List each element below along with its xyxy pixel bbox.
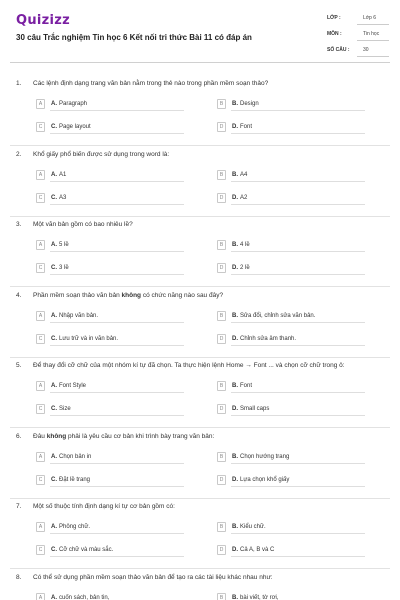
option-underline xyxy=(50,415,184,416)
option-underline xyxy=(231,486,365,487)
option-letter-label: C. xyxy=(51,265,57,271)
option-letter-box: C xyxy=(36,122,45,132)
option-underline xyxy=(50,110,184,111)
option-underline xyxy=(50,251,184,252)
option-letter-box: A xyxy=(36,99,45,109)
option-letter-label: D. xyxy=(232,124,238,130)
option-text: Chọn hướng trang xyxy=(240,453,290,460)
option-letter-box: B xyxy=(217,381,226,391)
answer-option[interactable] xyxy=(36,452,184,464)
answer-option[interactable] xyxy=(217,475,365,487)
option-underline xyxy=(231,251,365,252)
answer-option[interactable] xyxy=(36,522,184,534)
answer-option[interactable] xyxy=(36,170,184,182)
option-letter-label: C. xyxy=(51,194,57,201)
answer-option[interactable] xyxy=(36,334,184,346)
option-letter-box: B xyxy=(217,593,226,600)
question-text-part: Các lệnh định dạng trang văn bản nằm trong thẻ nào trong phần mềm soạn thảo? xyxy=(33,80,269,87)
option-letter-label: A. xyxy=(51,312,57,319)
option-underline xyxy=(231,110,365,111)
question-number: 8. xyxy=(16,573,22,581)
option-underline xyxy=(50,533,184,534)
option-text: Chọn bản in xyxy=(59,453,92,460)
meta-question-count-label: SỐ CÂU : xyxy=(327,47,350,53)
answer-option[interactable] xyxy=(36,122,184,134)
option-underline xyxy=(50,322,184,323)
option-letter-box: B xyxy=(217,522,226,532)
option-underline xyxy=(50,204,184,205)
answer-option[interactable] xyxy=(217,193,365,205)
question-text-part: có chức năng nào sau đây? xyxy=(141,291,224,299)
option-underline xyxy=(231,415,365,416)
meta-subject xyxy=(327,28,389,42)
option-letter-box: A xyxy=(36,522,45,532)
question-text xyxy=(33,80,268,87)
answer-option[interactable] xyxy=(217,240,365,252)
option-text: Sửa đổi, chỉnh sửa văn bản. xyxy=(240,312,316,319)
option-letter-box: D xyxy=(217,475,226,485)
option-underline xyxy=(231,133,365,134)
option-letter-label: A. xyxy=(51,594,57,600)
question-divider xyxy=(10,216,390,217)
option-letter-label: D. xyxy=(232,335,238,342)
answer-option[interactable] xyxy=(36,404,184,416)
question-item xyxy=(0,574,400,600)
option-letter-box: A xyxy=(36,593,45,600)
option-letter-label: B. xyxy=(232,242,238,248)
option-text: Nhập văn bản. xyxy=(59,312,99,319)
question-number: 1. xyxy=(16,80,22,87)
answer-option[interactable] xyxy=(217,381,365,393)
option-letter-label: B. xyxy=(232,383,238,389)
option-letter-label: D. xyxy=(232,265,238,271)
answer-option[interactable] xyxy=(36,545,184,557)
option-text: Kiểu chữ. xyxy=(240,524,266,530)
answer-option[interactable] xyxy=(36,475,184,487)
question-text xyxy=(33,221,133,228)
option-letter-box: B xyxy=(217,240,226,250)
option-letter-box: B xyxy=(217,99,226,109)
option-underline xyxy=(231,463,365,464)
option-letter-box: B xyxy=(217,170,226,180)
option-text: Font xyxy=(240,124,253,130)
option-letter-box: D xyxy=(217,334,226,344)
option-text: 3 lề xyxy=(59,265,69,271)
option-letter-label: A. xyxy=(51,101,57,107)
option-letter-box: B xyxy=(217,452,226,462)
question-text-part: Phần mềm soạn thảo văn bản xyxy=(33,291,122,299)
option-letter-label: D. xyxy=(232,406,238,412)
option-underline xyxy=(50,181,184,182)
meta-grade xyxy=(327,12,389,26)
answer-option[interactable] xyxy=(217,122,365,134)
option-letter-label: B. xyxy=(232,171,238,178)
option-letter-label: B. xyxy=(232,101,238,107)
option-underline xyxy=(50,345,184,346)
option-text: Design xyxy=(240,101,259,107)
answer-option[interactable] xyxy=(217,311,365,323)
question-text xyxy=(33,151,169,158)
answer-option[interactable] xyxy=(217,263,365,275)
option-letter-label: B. xyxy=(232,524,238,530)
option-letter-box: A xyxy=(36,381,45,391)
meta-subject-value: Tin học xyxy=(363,31,380,37)
option-text: Size xyxy=(59,406,71,412)
option-letter-box: C xyxy=(36,263,45,273)
option-letter-box: C xyxy=(36,334,45,344)
option-underline xyxy=(50,486,184,487)
option-text: A4 xyxy=(240,171,248,178)
question-item xyxy=(0,292,400,362)
answer-option[interactable] xyxy=(36,381,184,393)
answer-option[interactable] xyxy=(217,545,365,557)
option-underline xyxy=(50,556,184,557)
option-text: 5 lề xyxy=(59,242,69,248)
question-text-part: phải là yêu cầu cơ bản khi trình bày trang văn bản: xyxy=(66,432,215,440)
answer-option[interactable] xyxy=(217,452,365,464)
meta-question-count-line xyxy=(357,56,389,57)
answer-option[interactable] xyxy=(217,99,365,111)
option-letter-box: C xyxy=(36,545,45,555)
header-divider xyxy=(10,62,390,63)
option-letter-box: D xyxy=(217,193,226,203)
answer-option[interactable] xyxy=(217,170,365,182)
option-letter-label: C. xyxy=(51,124,57,130)
meta-subject-line xyxy=(357,40,389,41)
option-underline xyxy=(231,392,365,393)
question-divider xyxy=(10,568,390,569)
meta-grade-value: Lớp 6 xyxy=(363,15,377,21)
option-text: Page layout xyxy=(59,124,91,130)
option-letter-label: A. xyxy=(51,524,57,530)
option-letter-label: C. xyxy=(51,547,57,553)
option-letter-box: C xyxy=(36,193,45,203)
question-text-part: Có thể sử dụng phần mềm soạn thảo văn bản để tạo ra các tài liệu khác nhau như: xyxy=(33,573,273,581)
meta-grade-line xyxy=(357,24,389,25)
option-underline xyxy=(231,181,365,182)
question-text-part: Để thay đổi cỡ chữ của một nhóm kí tự đã chọn. Ta thực hiện lệnh Home → Font ... và chọn cỡ chữ trong ô: xyxy=(33,362,345,369)
option-underline xyxy=(50,392,184,393)
option-underline xyxy=(50,463,184,464)
option-text: 4 lề xyxy=(240,242,250,248)
answer-option[interactable] xyxy=(217,593,365,600)
option-text: A3 xyxy=(59,194,67,201)
question-emphasis: không xyxy=(46,432,67,440)
option-letter-box: A xyxy=(36,240,45,250)
option-letter-label: D. xyxy=(232,194,238,201)
answer-option[interactable] xyxy=(36,99,184,111)
question-item xyxy=(0,433,400,503)
answer-option[interactable] xyxy=(36,593,184,600)
question-text-part: Một văn bản gồm có bao nhiêu lề? xyxy=(33,221,133,228)
question-number: 3. xyxy=(16,221,22,228)
option-letter-label: A. xyxy=(51,171,57,178)
question-divider xyxy=(10,498,390,499)
option-letter-label: D. xyxy=(232,476,238,483)
option-text: Lưu trữ và in văn bản. xyxy=(59,335,119,342)
option-underline xyxy=(231,556,365,557)
option-underline xyxy=(231,204,365,205)
question-item xyxy=(0,151,400,221)
option-text: cuốn sách, bản tin, xyxy=(59,594,110,600)
answer-option[interactable] xyxy=(217,522,365,534)
option-text: Font xyxy=(240,383,253,389)
quizizz-logo: Quizizz xyxy=(16,13,71,28)
question-divider xyxy=(10,357,390,358)
meta-grade-label: LỚP : xyxy=(327,15,341,21)
option-letter-box: D xyxy=(217,404,226,414)
option-letter-label: C. xyxy=(51,476,57,483)
option-letter-box: A xyxy=(36,170,45,180)
answer-option[interactable] xyxy=(36,193,184,205)
option-text: Phông chữ. xyxy=(59,524,91,530)
option-letter-label: B. xyxy=(232,312,238,319)
option-text: A1 xyxy=(59,171,67,178)
question-number: 7. xyxy=(16,503,22,510)
question-text-part: Đâu xyxy=(33,432,47,440)
question-divider xyxy=(10,286,390,287)
question-text xyxy=(33,362,345,369)
question-number: 5. xyxy=(16,362,22,369)
question-divider xyxy=(10,145,390,146)
question-text xyxy=(33,433,214,440)
question-item xyxy=(0,362,400,432)
option-letter-label: A. xyxy=(51,242,57,248)
question-item xyxy=(0,80,400,150)
option-letter-box: C xyxy=(36,404,45,414)
option-letter-label: C. xyxy=(51,406,57,412)
option-text: Cỡ chữ và màu sắc. xyxy=(59,547,114,553)
answer-option[interactable] xyxy=(36,240,184,252)
question-emphasis: không xyxy=(121,291,142,299)
option-underline xyxy=(231,345,365,346)
question-text-part: Khổ giấy phổ biến được sử dụng trong word là: xyxy=(33,150,170,158)
question-item xyxy=(0,503,400,573)
question-text xyxy=(33,503,175,510)
option-letter-box: B xyxy=(217,311,226,321)
meta-question-count xyxy=(327,44,389,58)
question-number: 2. xyxy=(16,150,22,158)
meta-question-count-value: 30 xyxy=(363,47,369,53)
answer-option[interactable] xyxy=(217,404,365,416)
meta-subject-label: MÔN : xyxy=(327,31,342,37)
option-text: 2 lề xyxy=(240,265,250,271)
question-text xyxy=(33,292,223,299)
option-text: Lựa chọn khổ giấy xyxy=(240,476,290,483)
option-letter-label: D. xyxy=(232,547,238,553)
question-text xyxy=(33,574,273,581)
option-text: Font Style xyxy=(59,383,87,389)
question-number: 6. xyxy=(16,432,22,440)
option-text: Chỉnh sửa âm thanh. xyxy=(240,335,297,342)
answer-option[interactable] xyxy=(217,334,365,346)
option-text: A2 xyxy=(240,194,248,201)
worksheet-title: 30 câu Trắc nghiệm Tin học 6 Kết nối tri thức Bài 11 có đáp án xyxy=(16,33,252,42)
option-letter-label: A. xyxy=(51,453,57,460)
question-number: 4. xyxy=(16,291,22,299)
option-letter-label: C. xyxy=(51,335,57,342)
option-letter-label: B. xyxy=(232,594,238,600)
option-letter-box: D xyxy=(217,545,226,555)
option-letter-label: A. xyxy=(51,383,57,389)
option-text: bài viết, tờ rơi, xyxy=(240,594,279,600)
question-divider xyxy=(10,427,390,428)
option-letter-box: A xyxy=(36,311,45,321)
option-underline xyxy=(50,274,184,275)
option-underline xyxy=(231,322,365,323)
option-underline xyxy=(50,133,184,134)
option-text: Cả A, B và C xyxy=(240,547,275,553)
option-text: Small caps xyxy=(240,406,270,412)
option-letter-label: B. xyxy=(232,453,238,460)
answer-option[interactable] xyxy=(36,311,184,323)
option-letter-box: A xyxy=(36,452,45,462)
option-text: Đặt lề trang xyxy=(59,476,91,483)
option-underline xyxy=(231,533,365,534)
answer-option[interactable] xyxy=(36,263,184,275)
option-underline xyxy=(231,274,365,275)
option-text: Paragraph xyxy=(59,101,88,107)
option-letter-box: D xyxy=(217,122,226,132)
question-text-part: Một số thuộc tính định dạng kí tự cơ bản gồm có: xyxy=(33,503,175,510)
option-letter-box: D xyxy=(217,263,226,273)
worksheet-header xyxy=(0,0,400,62)
option-letter-box: C xyxy=(36,475,45,485)
question-item xyxy=(0,221,400,291)
